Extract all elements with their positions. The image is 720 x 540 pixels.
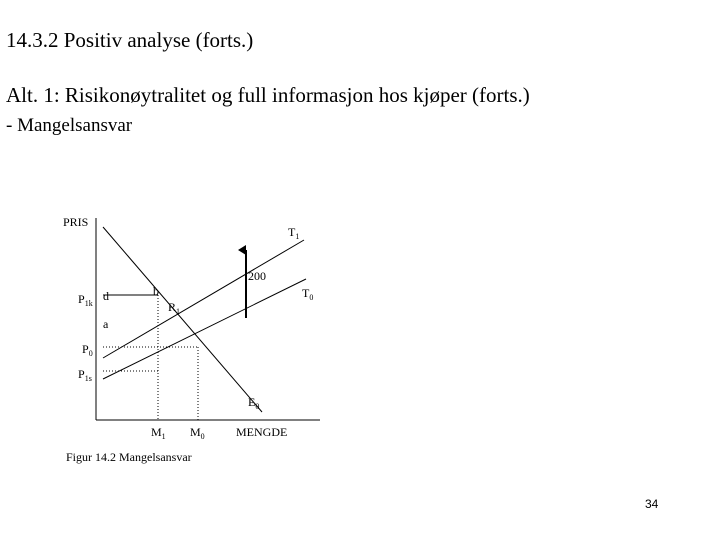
p1k-label: $P_{1k}$	[78, 292, 93, 308]
point-a-label: a	[103, 317, 109, 331]
supply-curve-t0	[103, 279, 306, 379]
point-b-label: b	[153, 284, 159, 298]
t0-label: $T_0$	[302, 286, 314, 302]
page-number: 34	[645, 497, 659, 511]
supply-curve-t1	[103, 240, 304, 358]
slide-subsubtitle: - Mangelsansvar	[6, 115, 133, 136]
shift-label-200: 200	[248, 269, 266, 283]
p0-label: $P_0$	[82, 342, 93, 358]
m0-label: $M_0$	[190, 425, 205, 441]
y-axis-label: PRIS	[63, 215, 89, 229]
p1s-label: $P_{1s}$	[78, 367, 92, 383]
slide-title: 14.3.2 Positiv analyse (forts.)	[6, 28, 254, 52]
t1-label: $T_1$	[288, 225, 300, 241]
x-axis-label: MENGDE	[236, 425, 288, 439]
e0-label: $E_0$	[248, 395, 260, 411]
m1-label: $M_1$	[151, 425, 166, 441]
r1-label: $R_1$	[168, 300, 181, 316]
slide-subtitle: Alt. 1: Risikonøytralitet og full informasjon hos kjøper (forts.)	[6, 83, 530, 107]
figure-caption: Figur 14.2 Mangelsansvar	[66, 450, 192, 464]
demand-curve-e0	[103, 227, 262, 412]
point-d-label: d	[103, 289, 109, 303]
guide-lines	[103, 295, 198, 420]
